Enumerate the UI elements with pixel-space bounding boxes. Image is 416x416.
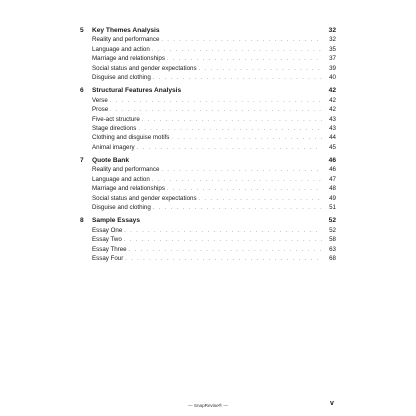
toc-entry[interactable] [80,124,336,133]
entry-label: Language and action [92,175,150,183]
entry-page: 51 [329,204,336,212]
entry-page: 43 [329,124,336,132]
dot-leader [124,236,322,245]
entry-label: Essay Three [92,245,127,253]
entry-page: 63 [329,245,336,253]
entry-label: Five-act structure [92,115,140,123]
dot-leader [161,166,322,175]
toc-entry[interactable] [80,105,336,114]
toc-section-heading[interactable] [80,216,336,225]
entry-page: 45 [329,143,336,151]
entry-page: 42 [329,96,336,104]
table-of-contents [80,26,336,267]
toc-entry[interactable] [80,115,336,124]
section-page: 32 [328,27,336,34]
entry-page: 40 [329,73,336,81]
dot-leader [152,176,322,185]
entry-label: Clothing and disguise motifs [92,134,170,142]
entry-label: Reality and performance [92,166,160,174]
entry-page: 68 [329,254,336,262]
entry-label: Marriage and relationships [92,185,165,193]
section-title: Sample Essays [92,217,141,225]
toc-entry[interactable] [80,96,336,105]
entry-page: 32 [329,36,336,44]
section-number: 8 [80,217,84,225]
entry-label: Social status and gender expectations [92,194,197,202]
toc-entry[interactable] [80,54,336,63]
dot-leader [137,144,322,153]
entry-label: Disguise and clothing [92,73,151,81]
entry-page: 44 [329,134,336,142]
dot-leader [153,74,322,83]
dot-leader [110,97,322,106]
dot-leader [199,195,322,204]
entry-page: 47 [329,175,336,183]
dot-leader [199,65,322,74]
entry-label: Stage directions [92,124,137,132]
dot-leader [152,46,322,55]
toc-section-heading[interactable] [80,26,336,35]
toc-entry[interactable] [80,35,336,44]
entry-page: 42 [329,106,336,114]
dot-leader [124,227,322,236]
entry-page: 52 [329,226,336,234]
entry-page: 48 [329,185,336,193]
section-page: 52 [328,217,336,225]
entry-page: 43 [329,115,336,123]
section-number: 5 [80,27,84,34]
dot-leader [142,116,322,125]
section-number: 7 [80,157,84,165]
entry-label: Essay One [92,226,123,234]
section-title: Key Themes Analysis [92,27,160,34]
entry-page: 46 [329,166,336,174]
toc-entry[interactable] [80,175,336,184]
toc-section-5 [80,26,336,82]
toc-entry[interactable] [80,45,336,54]
entry-label: Verse [92,96,108,104]
dot-leader [153,204,322,213]
page-footer: — SnapRevise® — [188,403,228,408]
entry-label: Prose [92,106,109,114]
dot-leader [125,255,322,264]
toc-entry[interactable] [80,203,336,212]
dot-leader [129,246,322,255]
section-page: 46 [328,157,336,165]
entry-label: Essay Two [92,236,122,244]
dot-leader [110,106,322,115]
toc-entry[interactable] [80,254,336,263]
dot-leader [171,134,322,143]
section-title: Structural Features Analysis [92,87,182,95]
dot-leader [161,36,322,45]
toc-entry[interactable] [80,184,336,193]
toc-section-8 [80,216,336,263]
toc-entry[interactable] [80,245,336,254]
section-title: Quote Bank [92,157,130,165]
toc-entry[interactable] [80,226,336,235]
entry-page: 37 [329,55,336,63]
toc-entry[interactable] [80,165,336,174]
entry-label: Disguise and clothing [92,204,151,212]
toc-entry[interactable] [80,194,336,203]
toc-section-heading[interactable] [80,156,336,165]
section-number: 6 [80,87,84,95]
toc-entry[interactable] [80,143,336,152]
toc-section-heading[interactable] [80,86,336,95]
entry-label: Language and action [92,45,150,53]
entry-page: 49 [329,194,336,202]
section-page: 42 [328,87,336,95]
entry-page: 39 [329,64,336,72]
entry-label: Marriage and relationships [92,55,165,63]
toc-entry[interactable] [80,73,336,82]
entry-label: Social status and gender expectations [92,64,197,72]
toc-entry[interactable] [80,64,336,73]
toc-entry[interactable] [80,235,336,244]
toc-entry[interactable] [80,133,336,142]
entry-page: 35 [329,45,336,53]
page-number: v [330,400,334,407]
entry-label: Essay Four [92,254,124,262]
entry-label: Animal imagery [92,143,135,151]
entry-label: Reality and performance [92,36,160,44]
toc-section-7 [80,156,336,212]
entry-page: 58 [329,236,336,244]
toc-section-6 [80,86,336,152]
